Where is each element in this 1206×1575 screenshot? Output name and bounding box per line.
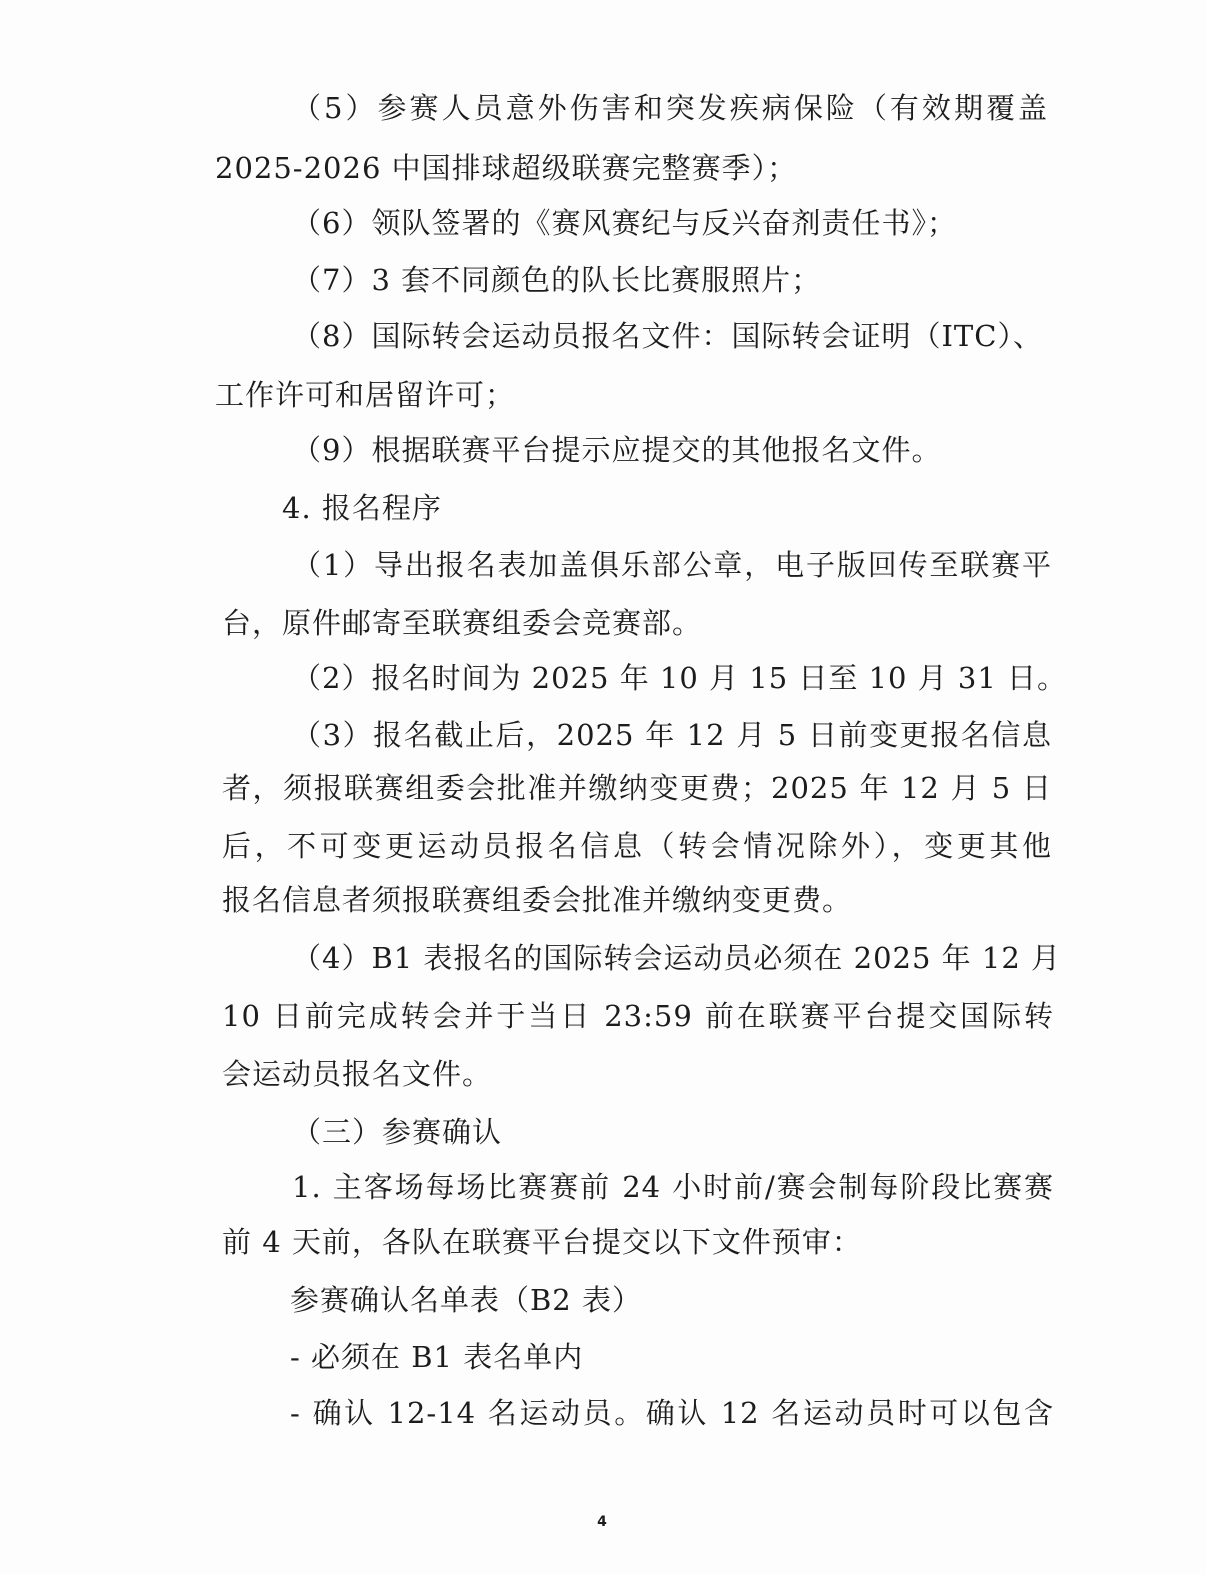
text-line: 者，须报联赛组委会批准并缴纳变更费；2025 年 12 月 5 日 bbox=[222, 771, 1052, 805]
text-line: 2025-2026 中国排球超级联赛完整赛季）； bbox=[215, 151, 798, 185]
text-line: 1. 主客场每场比赛赛前 24 小时前/赛会制每阶段比赛赛 bbox=[292, 1170, 1054, 1204]
text-line: （7）3 套不同颜色的队长比赛服照片； bbox=[292, 263, 822, 297]
text-line: （8）国际转会运动员报名文件：国际转会证明（ITC）、 bbox=[292, 319, 1043, 353]
text-line: （2）报名时间为 2025 年 10 月 15 日至 10 月 31 日。 bbox=[292, 661, 1068, 695]
list-item: - 必须在 B1 表名单内 bbox=[290, 1340, 584, 1374]
list-item: - 确认 12-14 名运动员。确认 12 名运动员时可以包含 bbox=[290, 1396, 1054, 1430]
text-line: （5）参赛人员意外伤害和突发疾病保险（有效期覆盖 bbox=[292, 91, 1048, 125]
text-line: （9）根据联赛平台提示应提交的其他报名文件。 bbox=[292, 433, 942, 467]
text-line: （1）导出报名表加盖俱乐部公章，电子版回传至联赛平 bbox=[292, 548, 1052, 582]
text-line: （6）领队签署的《赛风赛纪与反兴奋剂责任书》； bbox=[292, 206, 957, 240]
text-line: 参赛确认名单表（B2 表） bbox=[290, 1283, 642, 1317]
text-line: 后，不可变更运动员报名信息（转会情况除外），变更其他 bbox=[222, 829, 1052, 863]
text-line: 工作许可和居留许可； bbox=[215, 378, 516, 412]
text-line: 会运动员报名文件。 bbox=[222, 1057, 493, 1091]
text-line: 报名信息者须报联赛组委会批准并缴纳变更费。 bbox=[222, 883, 853, 917]
text-line: （4）B1 表报名的国际转会运动员必须在 2025 年 12 月 bbox=[292, 941, 1062, 975]
section-heading: （三）参赛确认 bbox=[292, 1115, 503, 1149]
text-line: （3）报名截止后，2025 年 12 月 5 日前变更报名信息 bbox=[292, 718, 1052, 752]
text-line: 10 日前完成转会并于当日 23:59 前在联赛平台提交国际转 bbox=[222, 999, 1054, 1033]
text-line: 台，原件邮寄至联赛组委会竞赛部。 bbox=[222, 606, 703, 640]
section-heading: 4. 报名程序 bbox=[282, 491, 442, 525]
text-line: 前 4 天前，各队在联赛平台提交以下文件预审： bbox=[222, 1225, 862, 1259]
page-number: 4 bbox=[597, 1514, 607, 1530]
